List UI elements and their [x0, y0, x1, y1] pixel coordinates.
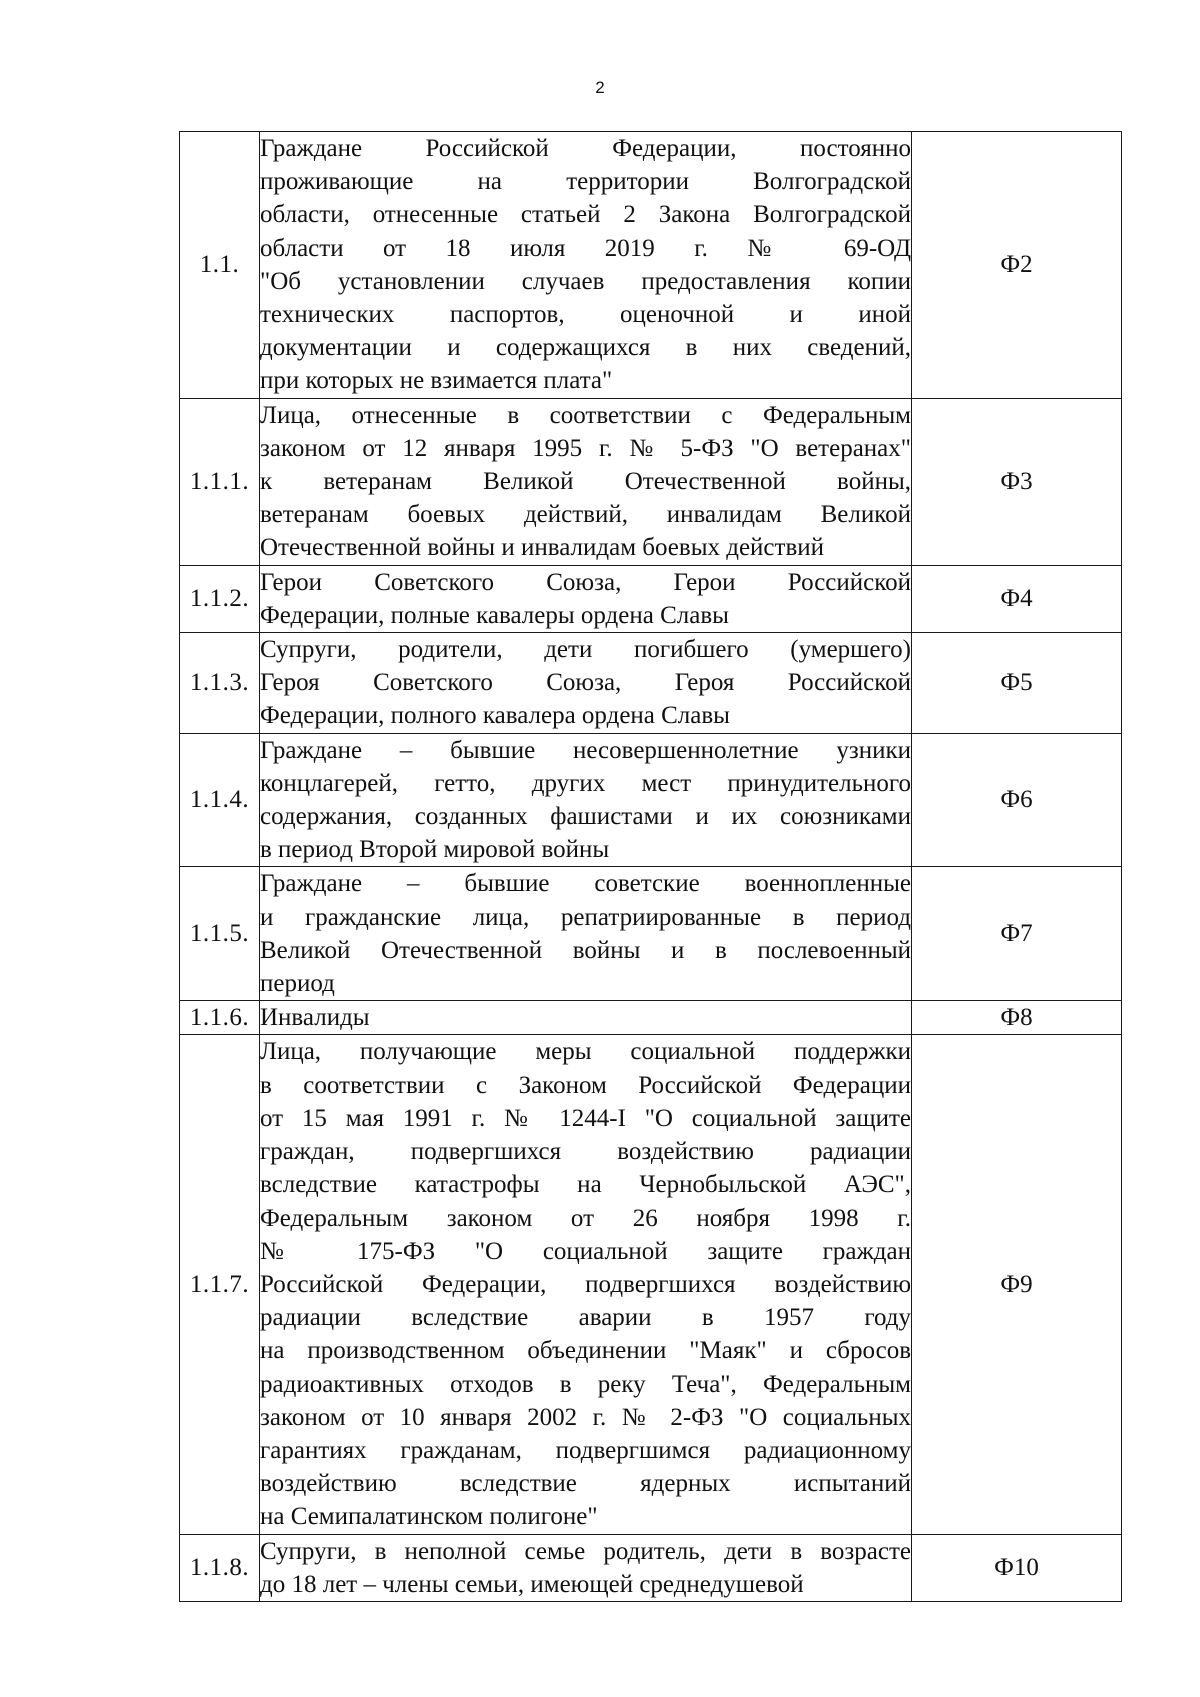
description-line: до 18 лет – члены семьи, имеющей среднедушевой — [260, 1570, 804, 1598]
category-code: Ф2 — [912, 132, 1122, 399]
table-body — [180, 132, 1122, 1602]
item-description — [260, 733, 912, 867]
description-line: законом от 10 января 2002 г. № 2-ФЗ "О социальных — [260, 1403, 911, 1431]
description-line: Великой Отечественной войны и в послевоенный — [260, 936, 911, 964]
item-number: 1.1. — [180, 132, 260, 399]
item-description — [260, 867, 912, 1001]
description-line: Лица, получающие меры социальной поддержки — [260, 1038, 911, 1066]
description-line: от 15 мая 1991 г. № 1244-I "О социальной защите — [260, 1104, 911, 1132]
description-line: Супруги, в неполной семье родитель, дети в возрасте — [260, 1537, 911, 1565]
description-line: и гражданские лица, репатриированные в период — [260, 903, 911, 931]
category-code: Ф3 — [912, 398, 1122, 565]
description-line: области, отнесенные статьей 2 Закона Волгоградской — [260, 201, 911, 229]
item-number: 1.1.1. — [180, 398, 260, 565]
category-code: Ф5 — [912, 633, 1122, 734]
description-line: Граждане Российской Федерации, постоянно — [260, 135, 911, 162]
description-line: в соответствии с Законом Российской Федерации — [260, 1071, 911, 1099]
item-description — [260, 565, 912, 632]
description-line: на Семипалатинском полигоне" — [260, 1503, 598, 1531]
item-description — [260, 1001, 912, 1035]
description-line: Федерации, полного кавалера ордена Славы — [260, 702, 730, 730]
description-line: документации и содержащихся в них сведений, — [260, 334, 911, 362]
table-row — [180, 1035, 1122, 1534]
description-line: к ветеранам Великой Отечественной войны, — [260, 468, 911, 496]
item-number: 1.1.4. — [180, 733, 260, 867]
description-line: законом от 12 января 1995 г. № 5-ФЗ "О ветеранах" — [260, 434, 911, 462]
item-number: 1.1.5. — [180, 867, 260, 1001]
description-line: технических паспортов, оценочной и иной — [260, 301, 911, 329]
table-row — [180, 565, 1122, 632]
item-description — [260, 398, 912, 565]
table-row — [180, 867, 1122, 1001]
item-description — [260, 1534, 912, 1601]
benefits-table — [179, 131, 1122, 1602]
category-code: Ф10 — [912, 1534, 1122, 1601]
description-line: Героя Советского Союза, Героя Российской — [260, 669, 911, 697]
category-code: Ф9 — [912, 1035, 1122, 1534]
category-code: Ф4 — [912, 565, 1122, 632]
item-description — [260, 1035, 912, 1534]
item-description — [260, 132, 912, 399]
description-line: радиации вследствие аварии в 1957 году — [260, 1304, 911, 1332]
description-line: Инвалиды — [260, 1004, 370, 1032]
item-description — [260, 633, 912, 734]
table-row — [180, 132, 1122, 399]
item-number: 1.1.7. — [180, 1035, 260, 1534]
table-row — [180, 398, 1122, 565]
table-row — [180, 733, 1122, 867]
description-line: период — [260, 970, 335, 998]
description-line: Федеральным законом от 26 ноября 1998 г. — [260, 1204, 911, 1232]
description-line: Российской Федерации, подвергшихся воздействию — [260, 1270, 911, 1298]
description-line: Отечественной войны и инвалидам боевых действий — [260, 534, 825, 562]
description-line: Граждане – бывшие несовершеннолетние узники — [260, 736, 911, 764]
description-line: ветеранам боевых действий, инвалидам Великой — [260, 501, 911, 529]
description-line: "Об установлении случаев предоставления копии — [260, 267, 911, 295]
description-line: воздействию вследствие ядерных испытаний — [260, 1470, 911, 1498]
item-number: 1.1.8. — [180, 1534, 260, 1601]
description-line: вследствие катастрофы на Чернобыльской АЭС", — [260, 1171, 911, 1199]
item-number: 1.1.2. — [180, 565, 260, 632]
description-line: в период Второй мировой войны — [260, 836, 610, 864]
description-line: Лица, отнесенные в соответствии с Федеральным — [260, 401, 911, 429]
description-line: области от 18 июля 2019 г. № 69-ОД — [260, 234, 911, 262]
description-line: концлагерей, гетто, других мест принудительного — [260, 769, 911, 797]
description-line: радиоактивных отходов в реку Теча", Федеральным — [260, 1370, 911, 1398]
description-line: граждан, подвергшихся воздействию радиации — [260, 1138, 911, 1166]
table-row — [180, 1001, 1122, 1035]
description-line: Федерации, полные кавалеры ордена Славы — [260, 601, 729, 629]
description-line: Супруги, родители, дети погибшего (умершего) — [260, 636, 911, 664]
description-line: на производственном объединении "Маяк" и сбросов — [260, 1337, 911, 1365]
description-line: № 175-ФЗ "О социальной защите граждан — [260, 1237, 911, 1265]
item-number: 1.1.3. — [180, 633, 260, 734]
description-line: при которых не взимается плата" — [260, 367, 613, 395]
category-code: Ф8 — [912, 1001, 1122, 1035]
table-row — [180, 1534, 1122, 1601]
description-line: содержания, созданных фашистами и их союзниками — [260, 803, 911, 831]
description-line: Граждане – бывшие советские военнопленные — [260, 870, 911, 898]
description-line: проживающие на территории Волгоградской — [260, 168, 911, 196]
page-number: 2 — [595, 78, 605, 97]
description-line: гарантиях гражданам, подвергшимся радиационному — [260, 1436, 911, 1464]
description-line: Герои Советского Союза, Герои Российской — [260, 568, 911, 596]
category-code: Ф7 — [912, 867, 1122, 1001]
item-number: 1.1.6. — [180, 1001, 260, 1035]
table-row — [180, 633, 1122, 734]
category-code: Ф6 — [912, 733, 1122, 867]
